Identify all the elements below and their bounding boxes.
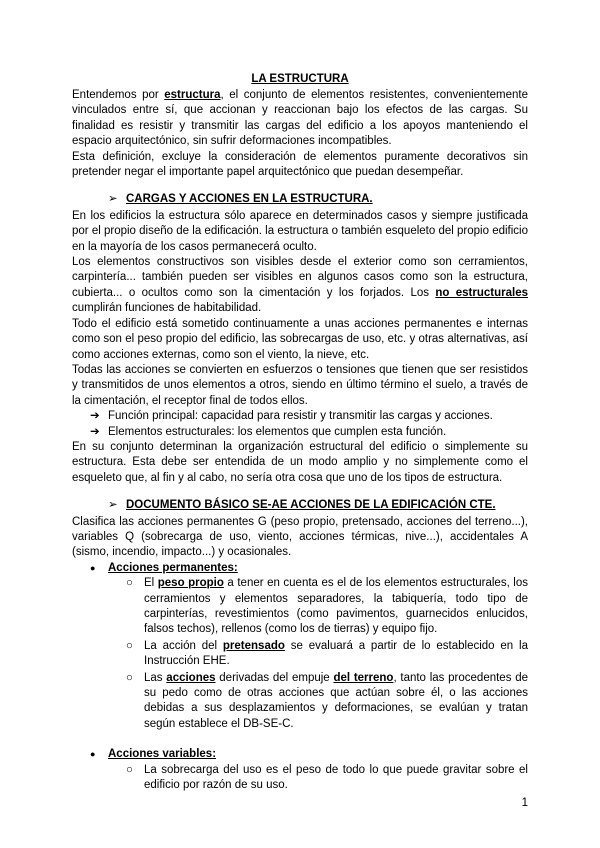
- text: Las: [144, 671, 167, 684]
- arrowhead-bullet-icon: ➢: [108, 499, 118, 512]
- list-item: [72, 639, 528, 670]
- bullet-acciones-permanentes: [72, 561, 528, 576]
- bullet-label: Acciones permanentes:: [108, 561, 238, 574]
- spacer: [72, 733, 528, 747]
- intro-paragraph-1: [72, 88, 528, 150]
- section2-paragraph-1: Clasifica las acciones permanentes G (peso propio, pretensado, acciones del terreno...), variables Q (sobrecarga de uso, viento, acciones térmicas, nive...), accidentales A (sismo, incendio, impacto...) y ocasionales.: [72, 515, 528, 559]
- filled-circle-bullet-icon: ●: [90, 749, 96, 760]
- list-item-text: Elementos estructurales: los elementos que cumplen esta función.: [108, 425, 447, 438]
- section1-paragraph-3: Todo el edificio está sometido continuamente a unas acciones permanentes e internas como son el peso propio del edificio, las sobrecargas de uso, etc. y otras alternativas, así como acciones externas, como son el viento, la nieve, etc.: [72, 317, 528, 361]
- hollow-circle-bullet-icon: ○: [126, 671, 133, 684]
- text: Los elementos constructivos son visibles desde el exterior como son cerramientos, carpintería... también pueden ser visibles en algunos casos como son la estructura, cubierta... o ocultos como son la cimentación y los forjados. Los: [72, 256, 528, 299]
- page-number: 1: [521, 797, 528, 809]
- term-no-estructurales: no estructurales: [435, 286, 528, 299]
- term-del-terreno: del terreno: [333, 671, 394, 684]
- right-arrow-icon: ➔: [90, 410, 100, 423]
- page-title: LA ESTRUCTURA: [251, 73, 349, 85]
- list-item: [72, 409, 528, 424]
- permanent-actions-list: [72, 576, 528, 732]
- arrowhead-bullet-icon: ➢: [108, 193, 118, 206]
- list-item-text: [144, 671, 528, 733]
- text: , el conjunto de elementos resistentes, convenientemente vinculados entre sí, que accionan y reaccionan bajo los efectos de las cargas. Su finalidad es resistir y transmitir las cargas del edificio a los apoyos manteniendo el espacio arquitectónico, sin sufrir deformaciones incompatibles.: [72, 89, 528, 148]
- list-item: [72, 763, 528, 794]
- text: Entendemos por: [72, 89, 165, 101]
- term-estructura: estructura: [164, 89, 221, 101]
- term-pretensado: pretensado: [222, 639, 285, 652]
- list-item-text: [144, 576, 528, 638]
- section1-paragraph-2: [72, 255, 528, 317]
- filled-circle-bullet-icon: ●: [90, 562, 96, 573]
- list-item-text: La sobrecarga del uso es el peso de todo lo que puede gravitar sobre el edificio por razón de su uso.: [144, 763, 528, 792]
- intro-paragraph-2: Esta definición, excluye la consideración de elementos puramente decorativos sin pretender negar el importante papel arquitectónico que puedan desempeñar.: [72, 150, 528, 179]
- list-item-text: Función principal: capacidad para resistir y transmitir las cargas y acciones.: [108, 410, 493, 423]
- text: a tener en cuenta es el de los elementos estructurales, los cerramientos y elementos separadores, la tabiquería, todo tipo de carpinterías, revestimientos (como pavimentos, guarnecidos enlucidos, falsos techos), rellenos (como los de tierras) y equipo fijo.: [144, 577, 529, 636]
- text: cumplirán funciones de habitabilidad.: [72, 302, 262, 315]
- bullet-label: Acciones variables:: [108, 748, 217, 761]
- section-heading-cargas: [72, 192, 528, 207]
- section1-paragraph-1: En los edificios la estructura sólo aparece en determinados casos y siempre justificada por el propio diseño de la edificación. la estructura o también esqueleto del propio edificio en la mayoría de los casos permanecerá oculto.: [72, 209, 528, 253]
- arrow-list: [72, 409, 528, 440]
- list-item: [72, 425, 528, 440]
- hollow-circle-bullet-icon: ○: [126, 763, 133, 776]
- section1-paragraph-4: Todas las acciones se convierten en esfuerzos o tensiones que tienen que ser resistidos y transmitidos de unos elementos a otros, siendo en último término el suelo, a través de la cimentación, el receptor final de todos ellos.: [72, 363, 528, 407]
- list-item-text: [144, 639, 528, 670]
- text: El: [144, 577, 158, 590]
- hollow-circle-bullet-icon: ○: [126, 577, 133, 590]
- text: se evaluará a partir de lo establecido en la Instrucción EHE.: [144, 639, 528, 668]
- section-title: DOCUMENTO BÁSICO SE-AE ACCIONES DE LA EDIFICACIÓN CTE.: [126, 499, 496, 512]
- text: derivadas del empuje: [215, 671, 334, 684]
- section-title: CARGAS Y ACCIONES EN LA ESTRUCTURA.: [126, 193, 373, 206]
- variable-actions-list: [72, 763, 528, 794]
- section-heading-documento: [72, 498, 528, 513]
- text: , tanto las procedentes de su pedo como de otras acciones que actúan sobre él, o las acciones debidas a sus desplazamientos y deformaciones, se evalúan y tratan según establece el DB-SE-C.: [144, 671, 528, 730]
- right-arrow-icon: ➔: [90, 425, 100, 438]
- term-peso-propio: peso propio: [157, 577, 224, 590]
- section1-paragraph-5: En su conjunto determinan la organización estructural del edificio o simplemente su estructura. Esta debe ser entendida de un modo amplio y no simplemente como el esqueleto que, al fin y al cabo, no sería otra cosa que uno de los tipos de estructura.: [72, 440, 528, 484]
- bullet-acciones-variables: [72, 747, 528, 762]
- list-item: [72, 671, 528, 733]
- list-item: [72, 576, 528, 638]
- hollow-circle-bullet-icon: ○: [126, 639, 133, 652]
- text: La acción del: [144, 639, 223, 652]
- term-acciones: acciones: [166, 671, 216, 684]
